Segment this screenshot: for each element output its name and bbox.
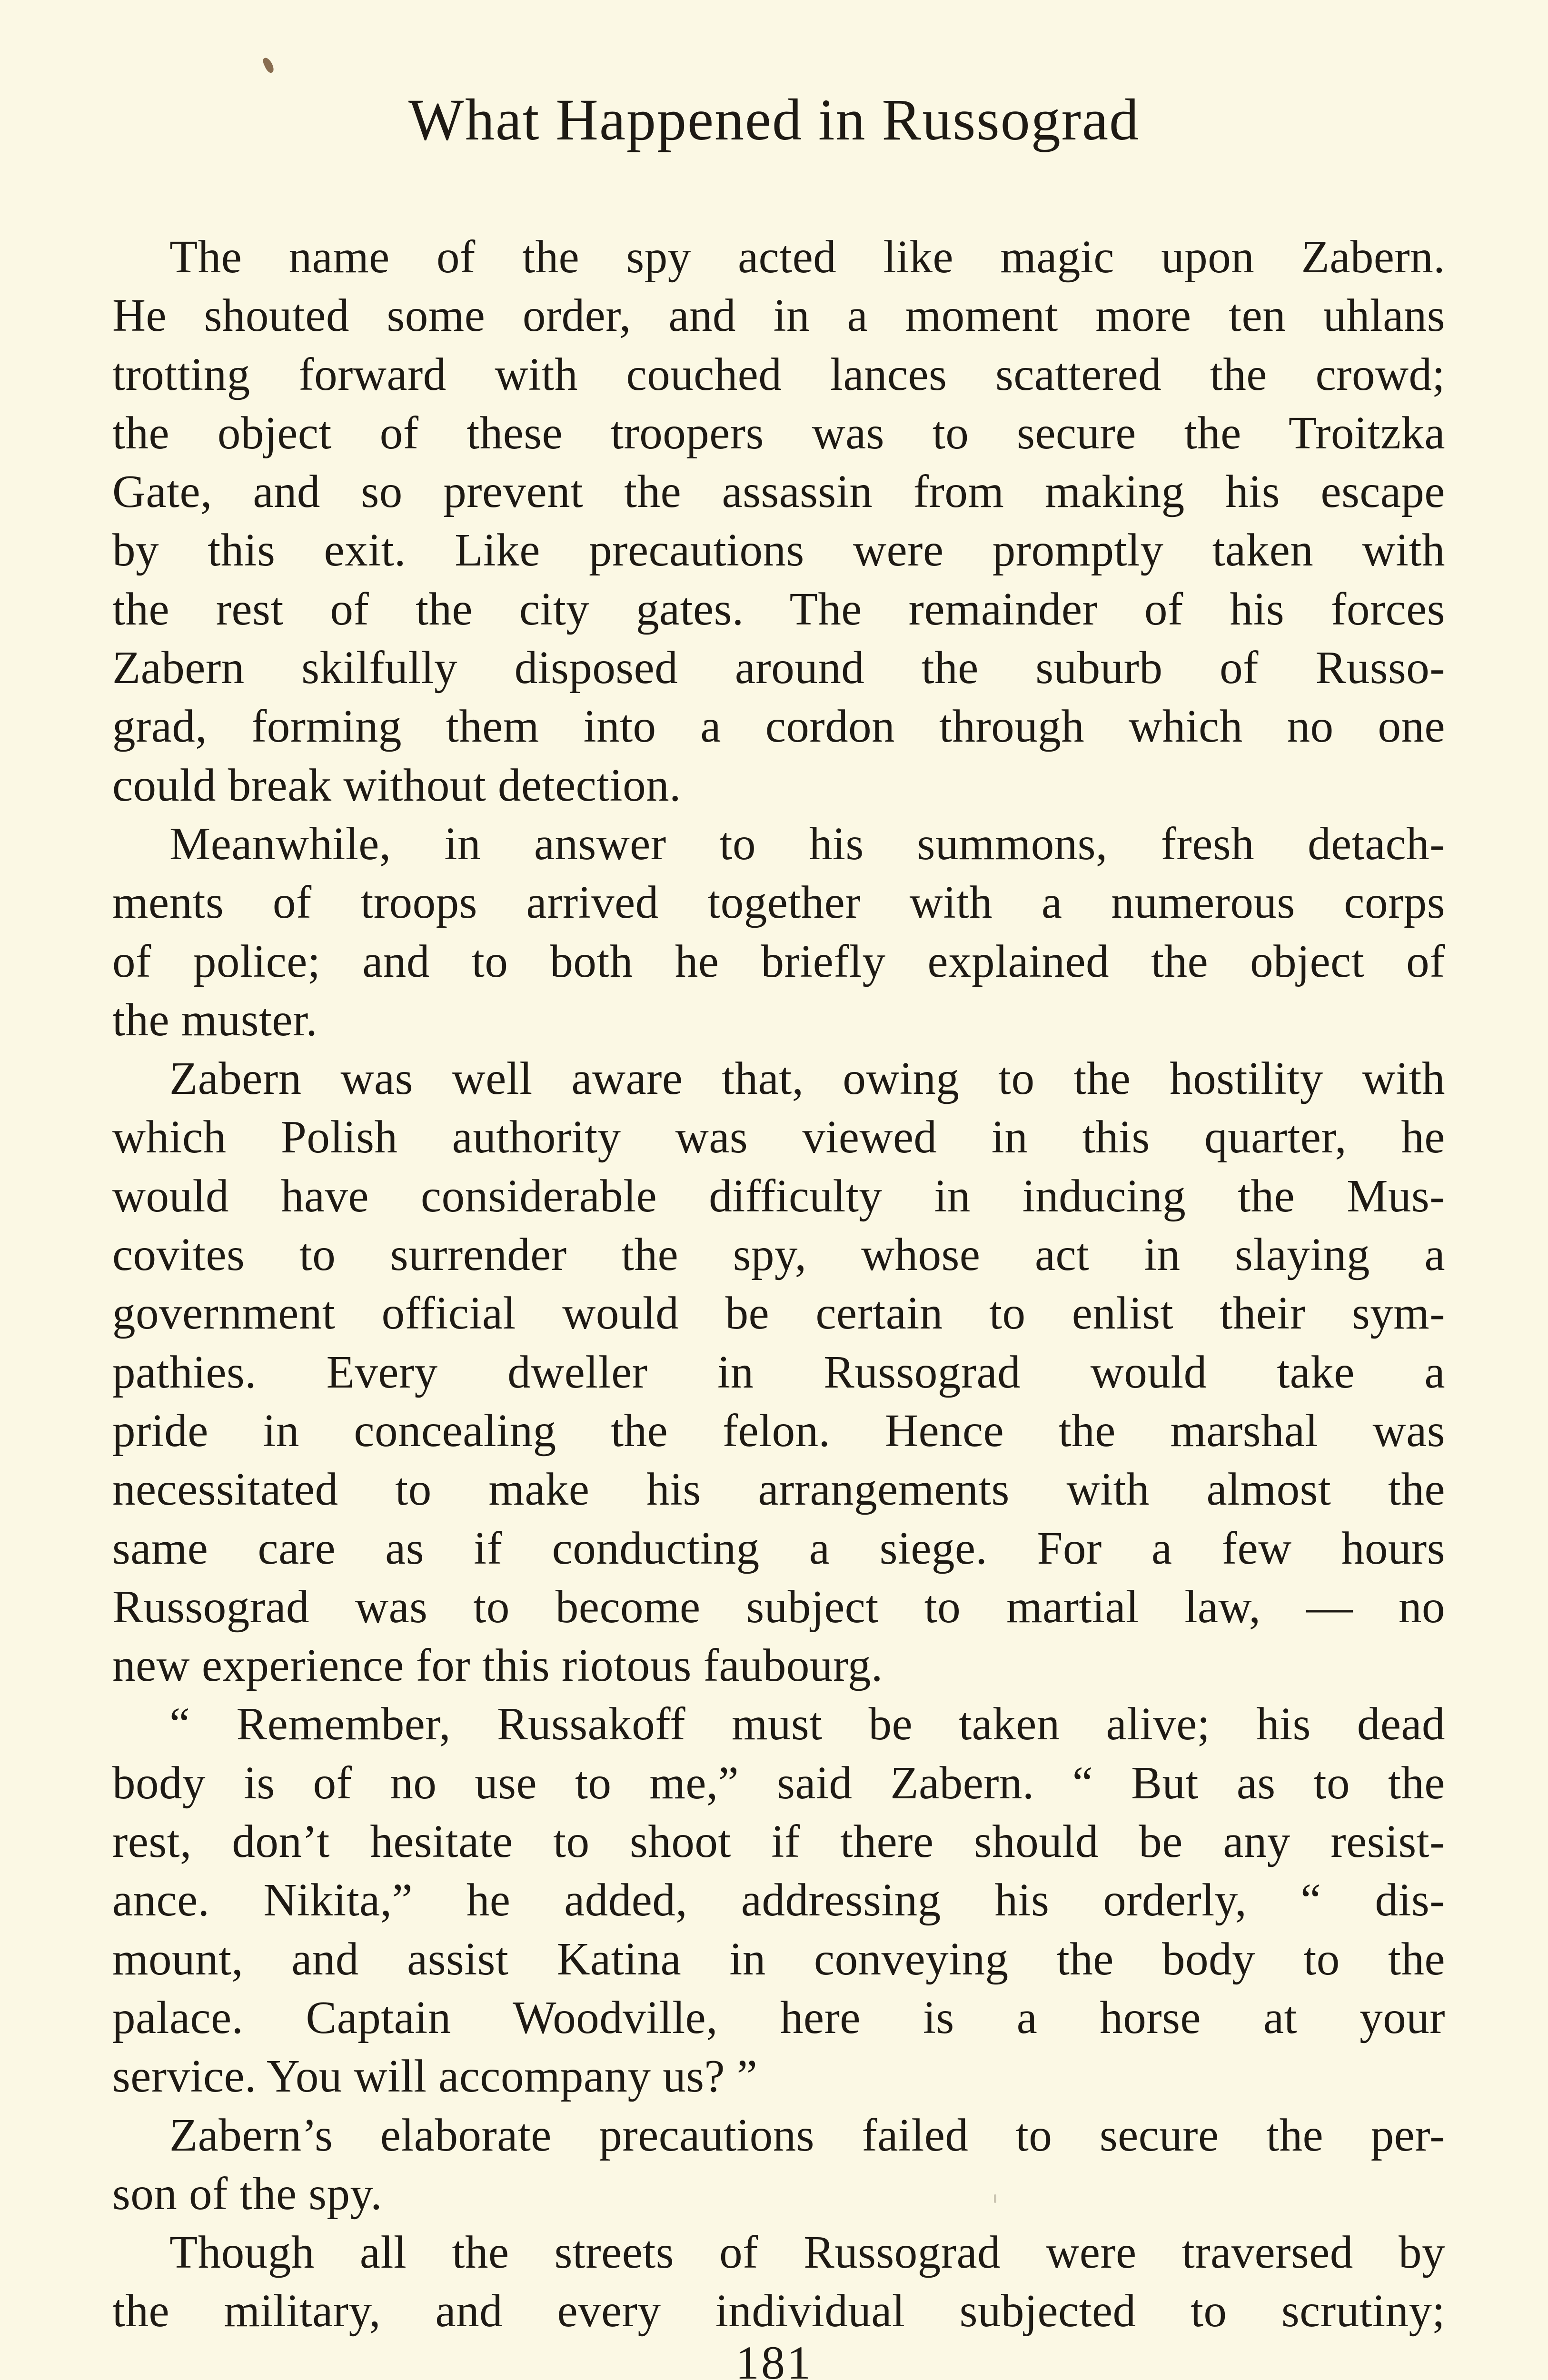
text-line: Gate, and so prevent the assassin from making his escape — [112, 466, 1445, 517]
text-line: would have considerable difficulty in inducing the Mus- — [112, 1170, 1445, 1221]
body-text — [112, 228, 1445, 2340]
text-line: by this exit. Like precautions were promptly taken with — [112, 525, 1445, 576]
text-line: necessitated to make his arrangements with almost the — [112, 1464, 1445, 1515]
text-line: Though all the streets of Russograd were traversed by — [169, 2227, 1445, 2278]
text-line: same care as if conducting a siege. For a few hours — [112, 1522, 1445, 1574]
text-line: Zabern skilfully disposed around the suburb of Russo- — [112, 642, 1445, 694]
text-line: pathies. Every dweller in Russograd would take a — [112, 1346, 1445, 1398]
text-line: mount, and assist Katina in conveying the body to the — [112, 1933, 1445, 1984]
text-line: Russograd was to become subject to martial law, — no — [112, 1581, 1445, 1632]
text-line: trotting forward with couched lances scattered the crowd; — [112, 348, 1445, 400]
text-line: The name of the spy acted like magic upon Zabern. — [169, 231, 1445, 282]
text-line: pride in concealing the felon. Hence the marshal was — [112, 1405, 1445, 1456]
text-line: the military, and every individual subjected to scrutiny; — [112, 2285, 1445, 2337]
text-line: the muster. — [112, 994, 318, 1045]
text-line: palace. Captain Woodville, here is a horse at your — [112, 1992, 1445, 2043]
text-line: “ Remember, Russakoff must be taken alive; his dead — [169, 1698, 1445, 1750]
text-line: which Polish authority was viewed in this quarter, he — [112, 1111, 1445, 1163]
text-line: rest, don’t hesitate to shoot if there should be any resist- — [112, 1816, 1445, 1867]
text-line: of police; and to both he briefly explained the object of — [112, 935, 1445, 987]
chapter-title: What Happened in Russograd — [408, 87, 1140, 152]
text-line: government official would be certain to enlist their sym- — [112, 1288, 1445, 1339]
text-line: the object of these troopers was to secure the Troitzka — [112, 407, 1445, 458]
text-line: new experience for this riotous faubourg. — [112, 1640, 883, 1691]
text-line: ance. Nikita,” he added, addressing his orderly, “ dis- — [112, 1874, 1445, 1926]
text-line: Zabern’s elaborate precautions failed to secure the per- — [169, 2109, 1445, 2161]
page-number: 181 — [735, 2336, 813, 2380]
text-line: could break without detection. — [112, 759, 681, 811]
text-line: son of the spy. — [112, 2168, 383, 2219]
text-line: the rest of the city gates. The remainder of his forces — [112, 583, 1445, 635]
text-line: grad, forming them into a cordon through which no one — [112, 701, 1445, 752]
text-line: Zabern was well aware that, owing to the hostility with — [169, 1053, 1445, 1104]
text-line: Meanwhile, in answer to his summons, fresh detach- — [169, 818, 1445, 869]
ink-speck — [262, 56, 276, 74]
text-line: body is of no use to me,” said Zabern. “ But as to the — [112, 1757, 1445, 1808]
text-line: He shouted some order, and in a moment more ten uhlans — [112, 290, 1445, 341]
text-line: covites to surrender the spy, whose act in slaying a — [112, 1229, 1445, 1280]
text-line: service. You will accompany us? ” — [112, 2051, 758, 2102]
text-line: ments of troops arrived together with a numerous corps — [112, 877, 1445, 928]
